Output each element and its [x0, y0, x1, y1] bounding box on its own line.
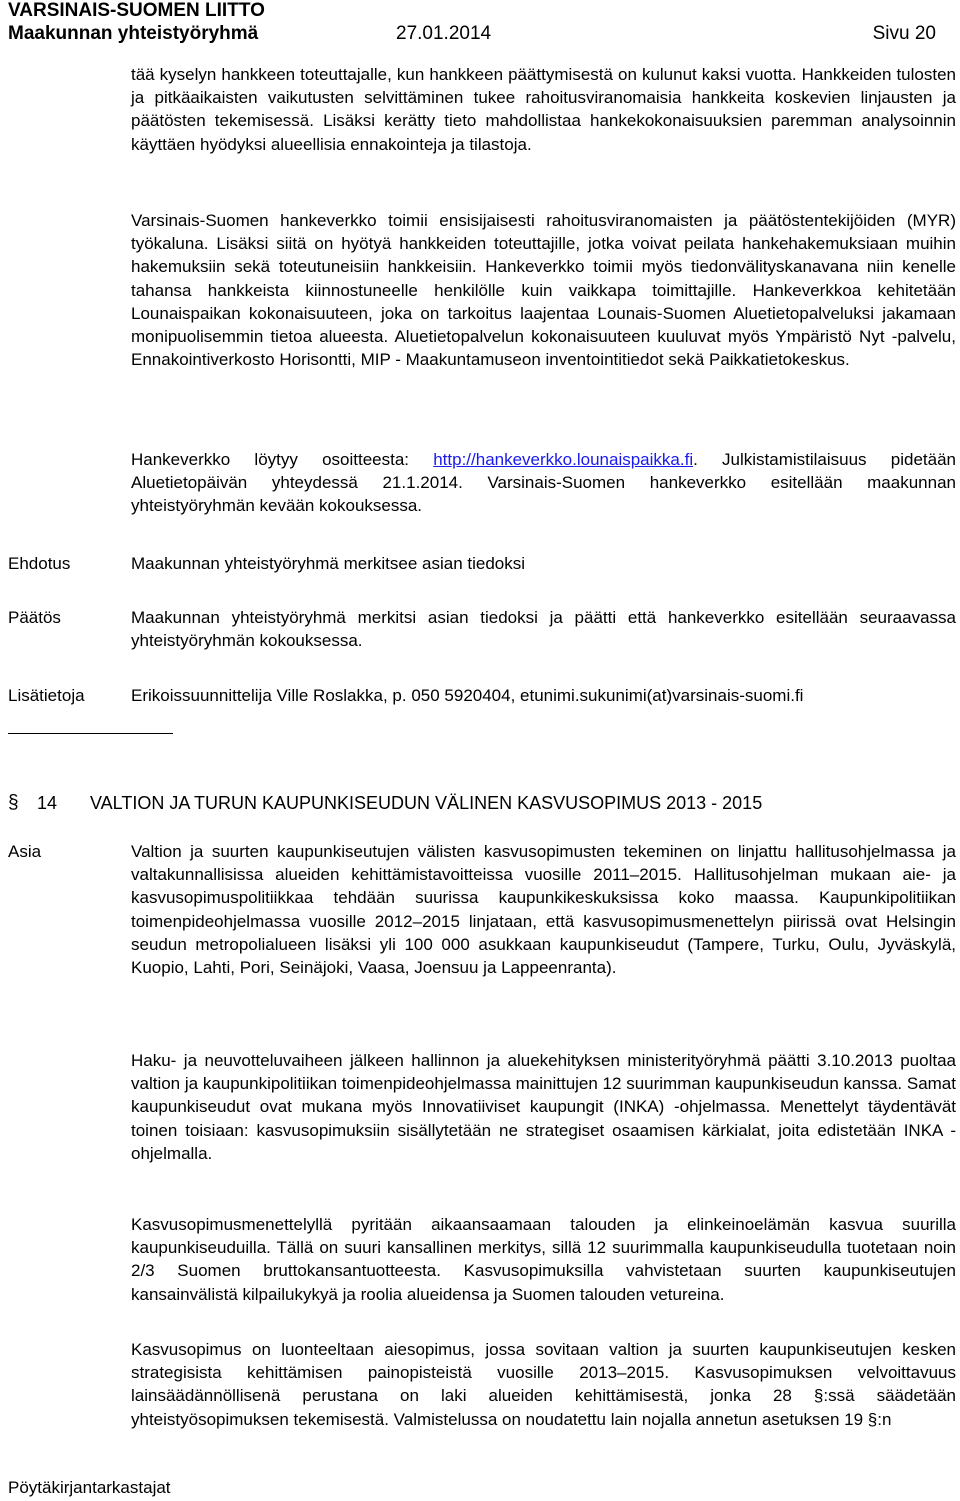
link-trailing-text: . Julkistamistilaisuus pidetään Aluetietopäivän yhteydessä 21.1.2014. Varsinais-Suomen hankeverkko esitellään maakunnan yhteistyöryhmän kevään kokouksessa.	[131, 450, 956, 516]
intro-paragraph-1: tää kyselyn hankkeen toteuttajalle, kun hankkeen päättymisestä on kulunut kaksi vuotta. Hankkeiden tulosten ja pitkäaikaisten vaikutusten selvittäminen tukee rahoitusviranomaisia hankkeita koskevien linjausten ja päätösten tekemisessä. Lisäksi kerätty tieto mahdollistaa hankekokonaisuuksien paremman analysoinnin käyttäen hyödyksi alueellisia ennakointeja ja tilastoja.	[131, 65, 956, 154]
separator-line	[8, 733, 173, 734]
section-title: VALTION JA TURUN KAUPUNKISEUDUN VÄLINEN KASVUSOPIMUS 2013 - 2015	[90, 793, 763, 813]
lisatietoja-label: Lisätietoja	[8, 686, 85, 705]
organization-name: VARSINAIS-SUOMEN LIITTO	[8, 0, 265, 21]
asia-paragraph-4: Kasvusopimus on luonteeltaan aiesopimus, jossa sovitaan valtion ja suurten kaupunkiseutujen kesken strategisista kehittämisen painopisteistä vuosille 2013–2015. Kasvusopimuksen velvoittavuus lainsäädännöllisenä perustana on laki alueiden kehittämisestä, jonka 28 §:ssä säädetään yhteistyösopimuksen tekemisestä. Valmistelussa on noudatettu lain nojalla annetun asetuksen 19 §:n	[131, 1340, 956, 1429]
link-lead-text: Hankeverkko löytyy osoitteesta:	[131, 450, 434, 469]
hankeverkko-link[interactable]: http://hankeverkko.lounaispaikka.fi	[433, 450, 694, 469]
header-row	[8, 22, 936, 46]
ehdotus-label: Ehdotus	[8, 554, 71, 573]
ehdotus-text: Maakunnan yhteistyöryhmä merkitsee asian tiedoksi	[131, 554, 526, 573]
asia-paragraph-1: Valtion ja suurten kaupunkiseutujen välisten kasvusopimusten tekeminen on linjattu hallitusohjelmassa ja valtakunnallisissa alueiden kehittämistavoitteissa vuosille 2011–2015. Hallitusohjelman mukaan aie- ja kasvusopimuspolitiikkaa tehdään suurissa kaupunkikeskuksissa koko maassa. Kaupunkipolitiikan toimenpideohjelmassa vuosille 2012–2015 linjataan, että kasvusopimusmenettelyn piirissä ovat Helsingin seudun metropolialueen lisäksi yli 100 000 asukkaan kaupunkiseudut (Tampere, Turku, Oulu, Jyväskylä, Kuopio, Lahti, Pori, Seinäjoki, Vaasa, Joensuu ja Lappeenranta).	[131, 842, 956, 978]
asia-paragraph-3: Kasvusopimusmenettelyllä pyritään aikaansaamaan talouden ja elinkeinoelämän kasvua suurilla kaupunkiseuduilla. Tällä on suuri kansallinen merkitys, sillä 12 suurimmalla kaupunkiseudulla tuotetaan noin 2/3 Suomen bruttokansantuotteesta. Kasvusopimuksilla vahvistetaan suurten kaupunkiseutujen kansainvälistä kilpailukykyä ja roolia alueidensa ja Suomen talouden vetureina.	[131, 1215, 956, 1304]
asia-label: Asia	[8, 842, 42, 861]
section-number: 14	[37, 793, 58, 813]
footer-label: Pöytäkirjantarkastajat	[8, 1478, 171, 1497]
committee-name: Maakunnan yhteistyöryhmä	[8, 23, 259, 44]
page-number: Sivu 20	[872, 23, 936, 44]
paatos-text: Maakunnan yhteistyöryhmä merkitsi asian tiedoksi ja päätti että hankeverkko esitellään seuraavassa yhteistyöryhmän kokouksessa.	[131, 608, 956, 651]
intro-paragraph-2: Varsinais-Suomen hankeverkko toimii ensisijaisesti rahoitusviranomaisten ja päätöstentekijöiden (MYR) työkaluna. Lisäksi siitä on hyötyä hankkeiden toteuttajille, jotka voivat peilata hankehakemuksiaan muihin hakemuksiin sekä toteutuneisiin hankkeisiin. Hankeverkko toimii myös tiedonvälityskanavana niin kenelle tahansa hankkeista kiinnostuneelle henkilölle kuin vaikkapa toimittajille. Hankeverkkoa kehitetään Lounaispaikan kokonaisuuteen, joka on tarkoitus laajentaa Lounais-Suomen Aluetietopalveluksi jakamaan monipuolisemmin tietoa alueesta. Aluetietopalvelun kokonaisuuteen kuuluvat myös Ympäristö Nyt -palvelu, Ennakointiverkosto Horisontti, MIP - Maakuntamuseon inventointitiedot sekä Paikkatietokeskus.	[131, 211, 956, 370]
asia-paragraph-2: Haku- ja neuvotteluvaiheen jälkeen hallinnon ja aluekehityksen ministerityöryhmä päätti 3.10.2013 puoltaa valtion ja kaupunkipolitiikan toimenpideohjelmassa mainittujen 12 suurimman kaupunkiseudun kanssa. Samat kaupunkiseudut ovat mukana myös Innovatiiviset kaupungit (INKA) -ohjelmassa. Menettelyt täydentävät toinen toisiaan: kasvusopimuksiin sisällytetään ne strategiset osaamisen kärkialat, joita edistetään INKA -ohjelmalla.	[131, 1051, 956, 1163]
meeting-date: 27.01.2014	[396, 23, 492, 44]
section-sign: §	[8, 792, 19, 813]
paatos-label: Päätös	[8, 608, 61, 627]
lisatietoja-text: Erikoissuunnittelija Ville Roslakka, p. 050 5920404, etunimi.sukunimi(at)varsinais-suomi.fi	[131, 686, 804, 705]
intro-paragraph-3	[131, 448, 956, 518]
